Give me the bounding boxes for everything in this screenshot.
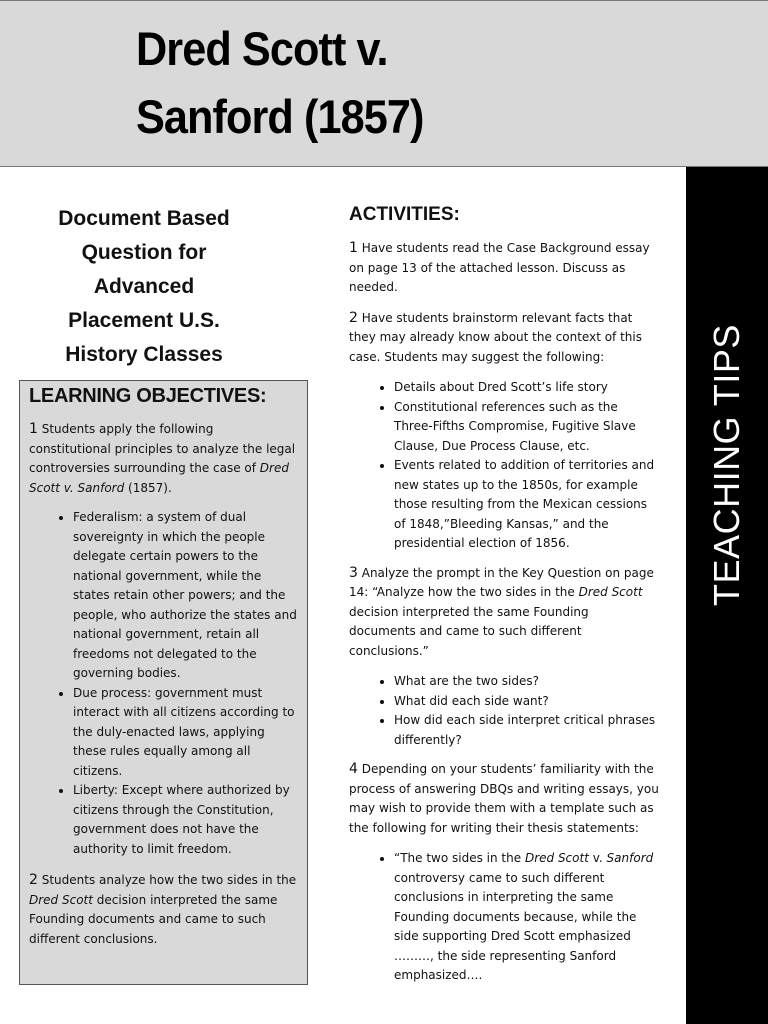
- document-heading: [30, 202, 258, 372]
- objective-number: 1: [29, 421, 38, 437]
- objectives-title: LEARNING OBJECTIVES:: [29, 385, 267, 407]
- activity-number: 1: [349, 240, 358, 256]
- page-title: [136, 15, 651, 151]
- list-item: • What are the two sides?: [394, 672, 659, 692]
- list-item: • Due process: government must interact with all citizens according to the duly-enacted laws, applying these rules equally among all citizens.: [73, 684, 297, 782]
- template-text: controversy came to such different conclusions in interpreting the same Founding documents because, while the side supporting Dred Scott emphasized ………, the side representing Sanford emphasized….: [394, 870, 637, 982]
- objective-text: Students apply the following constitutional principles to analyze the legal controversies surrounding the case of: [29, 422, 296, 475]
- objective-text: Students analyze how the two sides in the: [37, 873, 297, 887]
- activity-3: [349, 564, 659, 662]
- activity-text: Depending on your students’ familiarity with the process of answering DBQs and writing essays, you may wish to provide them with a template such as the following for writing their thesis statements:: [349, 762, 659, 835]
- activity-text: Have students read the Case Background essay on page 13 of the attached lesson. Discuss as needed.: [349, 241, 650, 294]
- template-text: v.: [588, 851, 607, 865]
- activity-text: Have students brainstorm relevant facts that they may already know about the context of this case. Students may suggest the following:: [349, 310, 642, 364]
- activities-title: ACTIVITIES:: [349, 204, 460, 225]
- title-line-1: Dred Scott v.: [136, 22, 388, 75]
- activities-section: [349, 204, 659, 996]
- activity-number: 4: [349, 761, 358, 777]
- template-text: “The two sides in the: [394, 851, 525, 865]
- case-name: Dred Scott: [29, 892, 93, 907]
- thesis-template: [394, 849, 659, 986]
- case-name: Dred Scott: [578, 585, 643, 599]
- list-item: • Liberty: Except where authorized by citizens through the Constitution, government does not have the authority to limit freedom.: [73, 781, 297, 859]
- objective-number: 2: [29, 872, 38, 888]
- sidebar-label: TEACHING TIPS: [706, 324, 747, 606]
- heading-line: History Classes: [65, 343, 223, 366]
- objective-tail: (1857).: [124, 480, 172, 495]
- template-list: [349, 849, 659, 986]
- list-item: • Federalism: a system of dual sovereignty in which the people delegate certain powers to the national government, while the states retain other powers; and the people, who authorize the states and national government, retain all freedoms not delegated to the governing bodies.: [73, 508, 297, 684]
- list-item: • Details about Dred Scott’s life story: [394, 378, 659, 398]
- heading-line: Advanced: [93, 275, 195, 298]
- facts-list: [349, 378, 659, 554]
- list-item: • What did each side want?: [394, 692, 659, 712]
- principles-list: [29, 508, 297, 859]
- heading-line: Question for: [81, 241, 207, 264]
- case-name: Dred Scott: [524, 851, 589, 865]
- title-banner: [0, 0, 768, 167]
- activity-number: 3: [349, 564, 358, 581]
- activity-4: [349, 760, 659, 838]
- objective-1: [29, 420, 297, 498]
- activity-text: Analyze the prompt in the Key Question on page 14: “Analyze how the two sides in the: [349, 565, 654, 599]
- learning-objectives-box: [19, 380, 308, 985]
- heading-line: Placement U.S.: [68, 309, 220, 332]
- questions-list: [349, 672, 659, 750]
- case-name: Sanford: [606, 851, 654, 865]
- list-item: • Constitutional references such as the Three-Fifths Compromise, Fugitive Slave Clause, Due Process Clause, etc.: [394, 398, 659, 457]
- activity-2: [349, 309, 659, 368]
- activity-tail: decision interpreted the same Founding documents and came to such different conclusions.”: [349, 604, 589, 658]
- case-name: Dred Scott v. Sanford: [29, 461, 289, 495]
- objective-2: [29, 871, 297, 949]
- title-line-2: Sanford (1857): [136, 90, 424, 143]
- activity-1: [349, 239, 659, 298]
- list-item: • How did each side interpret critical phrases differently?: [394, 711, 659, 750]
- objective-tail: decision interpreted the same Founding documents and came to such different conclusions.: [29, 892, 278, 946]
- activity-number: 2: [349, 309, 358, 326]
- heading-line: Document Based: [58, 207, 230, 230]
- list-item: • Events related to addition of territories and new states up to the 1850s, for example those resulting from the Mexican cessions of 1848,”Bleeding Kansas,” and the presidential election of 1856.: [394, 456, 659, 554]
